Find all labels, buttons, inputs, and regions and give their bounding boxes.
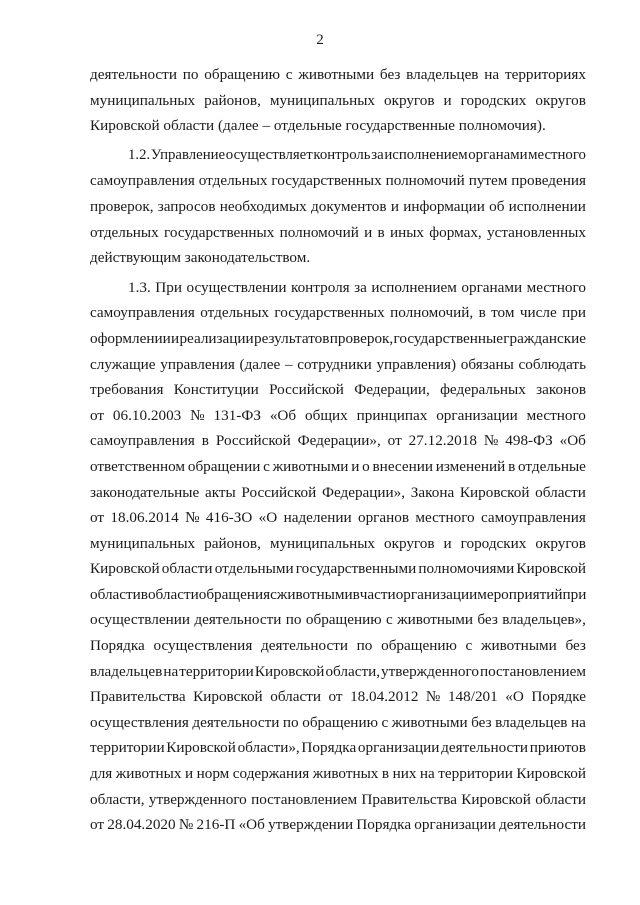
text-line: оформлении и реализации результатов проверок, государственные гражданские [90, 329, 586, 347]
text-line: от 28.04.2020 № 216-П «Об утверждении Порядка организации деятельности [90, 816, 586, 834]
text-line: 1.2. Управление осуществляет контроль за исполнением органами местного [128, 146, 586, 163]
text-line: действующим законодательством. [90, 249, 311, 267]
paragraph [90, 62, 586, 139]
page-number: 2 [316, 32, 324, 48]
text-line: осуществления деятельности по обращению с животными без владельцев на [90, 713, 586, 731]
text-line: муниципальных районов, муниципальных округов и городских округов [90, 91, 586, 109]
paragraph [90, 275, 586, 838]
text-line: 1.3. При осуществлении контроля за исполнением органами местного [128, 278, 586, 296]
text-line: для животных и норм содержания животных в них на территории Кировской [90, 765, 586, 783]
text-line: ответственном обращении с животными и о внесении изменений в отдельные [90, 457, 586, 475]
text-line: требования Конституции Российской Федерации, федеральных законов [90, 381, 586, 399]
text-line: осуществлении деятельности по обращению с животными без владельцев», [90, 611, 586, 629]
text-line: Кировской области (далее – отдельные государственные полномочия). [90, 117, 546, 135]
text-line: деятельности по обращению с животными без владельцев на территориях [90, 66, 586, 83]
document-body [90, 62, 586, 838]
text-line: проверок, запросов необходимых документов и информации об исполнении [90, 197, 586, 215]
text-line: отдельных государственных полномочий и в иных формах, установленных [90, 223, 586, 241]
text-line: законодательные акты Российской Федерации», Закона Кировской области [90, 483, 586, 501]
text-line: служащие управления (далее – сотрудники управления) обязаны соблюдать [90, 355, 586, 373]
text-line: самоуправления отдельных государственных полномочий, в том числе при [90, 304, 586, 322]
text-line: области в области обращения с животными в части организации мероприятий при [90, 585, 587, 603]
text-line: владельцев на территории Кировской области, утвержденного постановлением [90, 662, 586, 680]
text-line: Правительства Кировской области от 18.04.2012 № 148/201 «О Порядке [90, 688, 586, 706]
text-line: самоуправления в Российской Федерации», от 27.12.2018 № 498-ФЗ «Об [90, 432, 586, 450]
text-line: от 06.10.2003 № 131-ФЗ «Об общих принципах организации местного [90, 406, 586, 424]
text-line: от 18.06.2014 № 416-ЗО «О наделении органов местного самоуправления [90, 509, 586, 527]
text-line: Порядка осуществления деятельности по обращению с животными без [90, 637, 586, 655]
text-line: муниципальных районов, муниципальных округов и городских округов [90, 534, 586, 552]
text-line: самоуправления отдельных государственных полномочий путем проведения [90, 172, 586, 190]
text-line: территории Кировской области», Порядка организации деятельности приютов [90, 739, 586, 757]
paragraph [90, 143, 586, 271]
text-line: области, утвержденного постановлением Правительства Кировской области [90, 790, 586, 808]
text-line: Кировской области отдельными государственными полномочиями Кировской [90, 560, 586, 578]
